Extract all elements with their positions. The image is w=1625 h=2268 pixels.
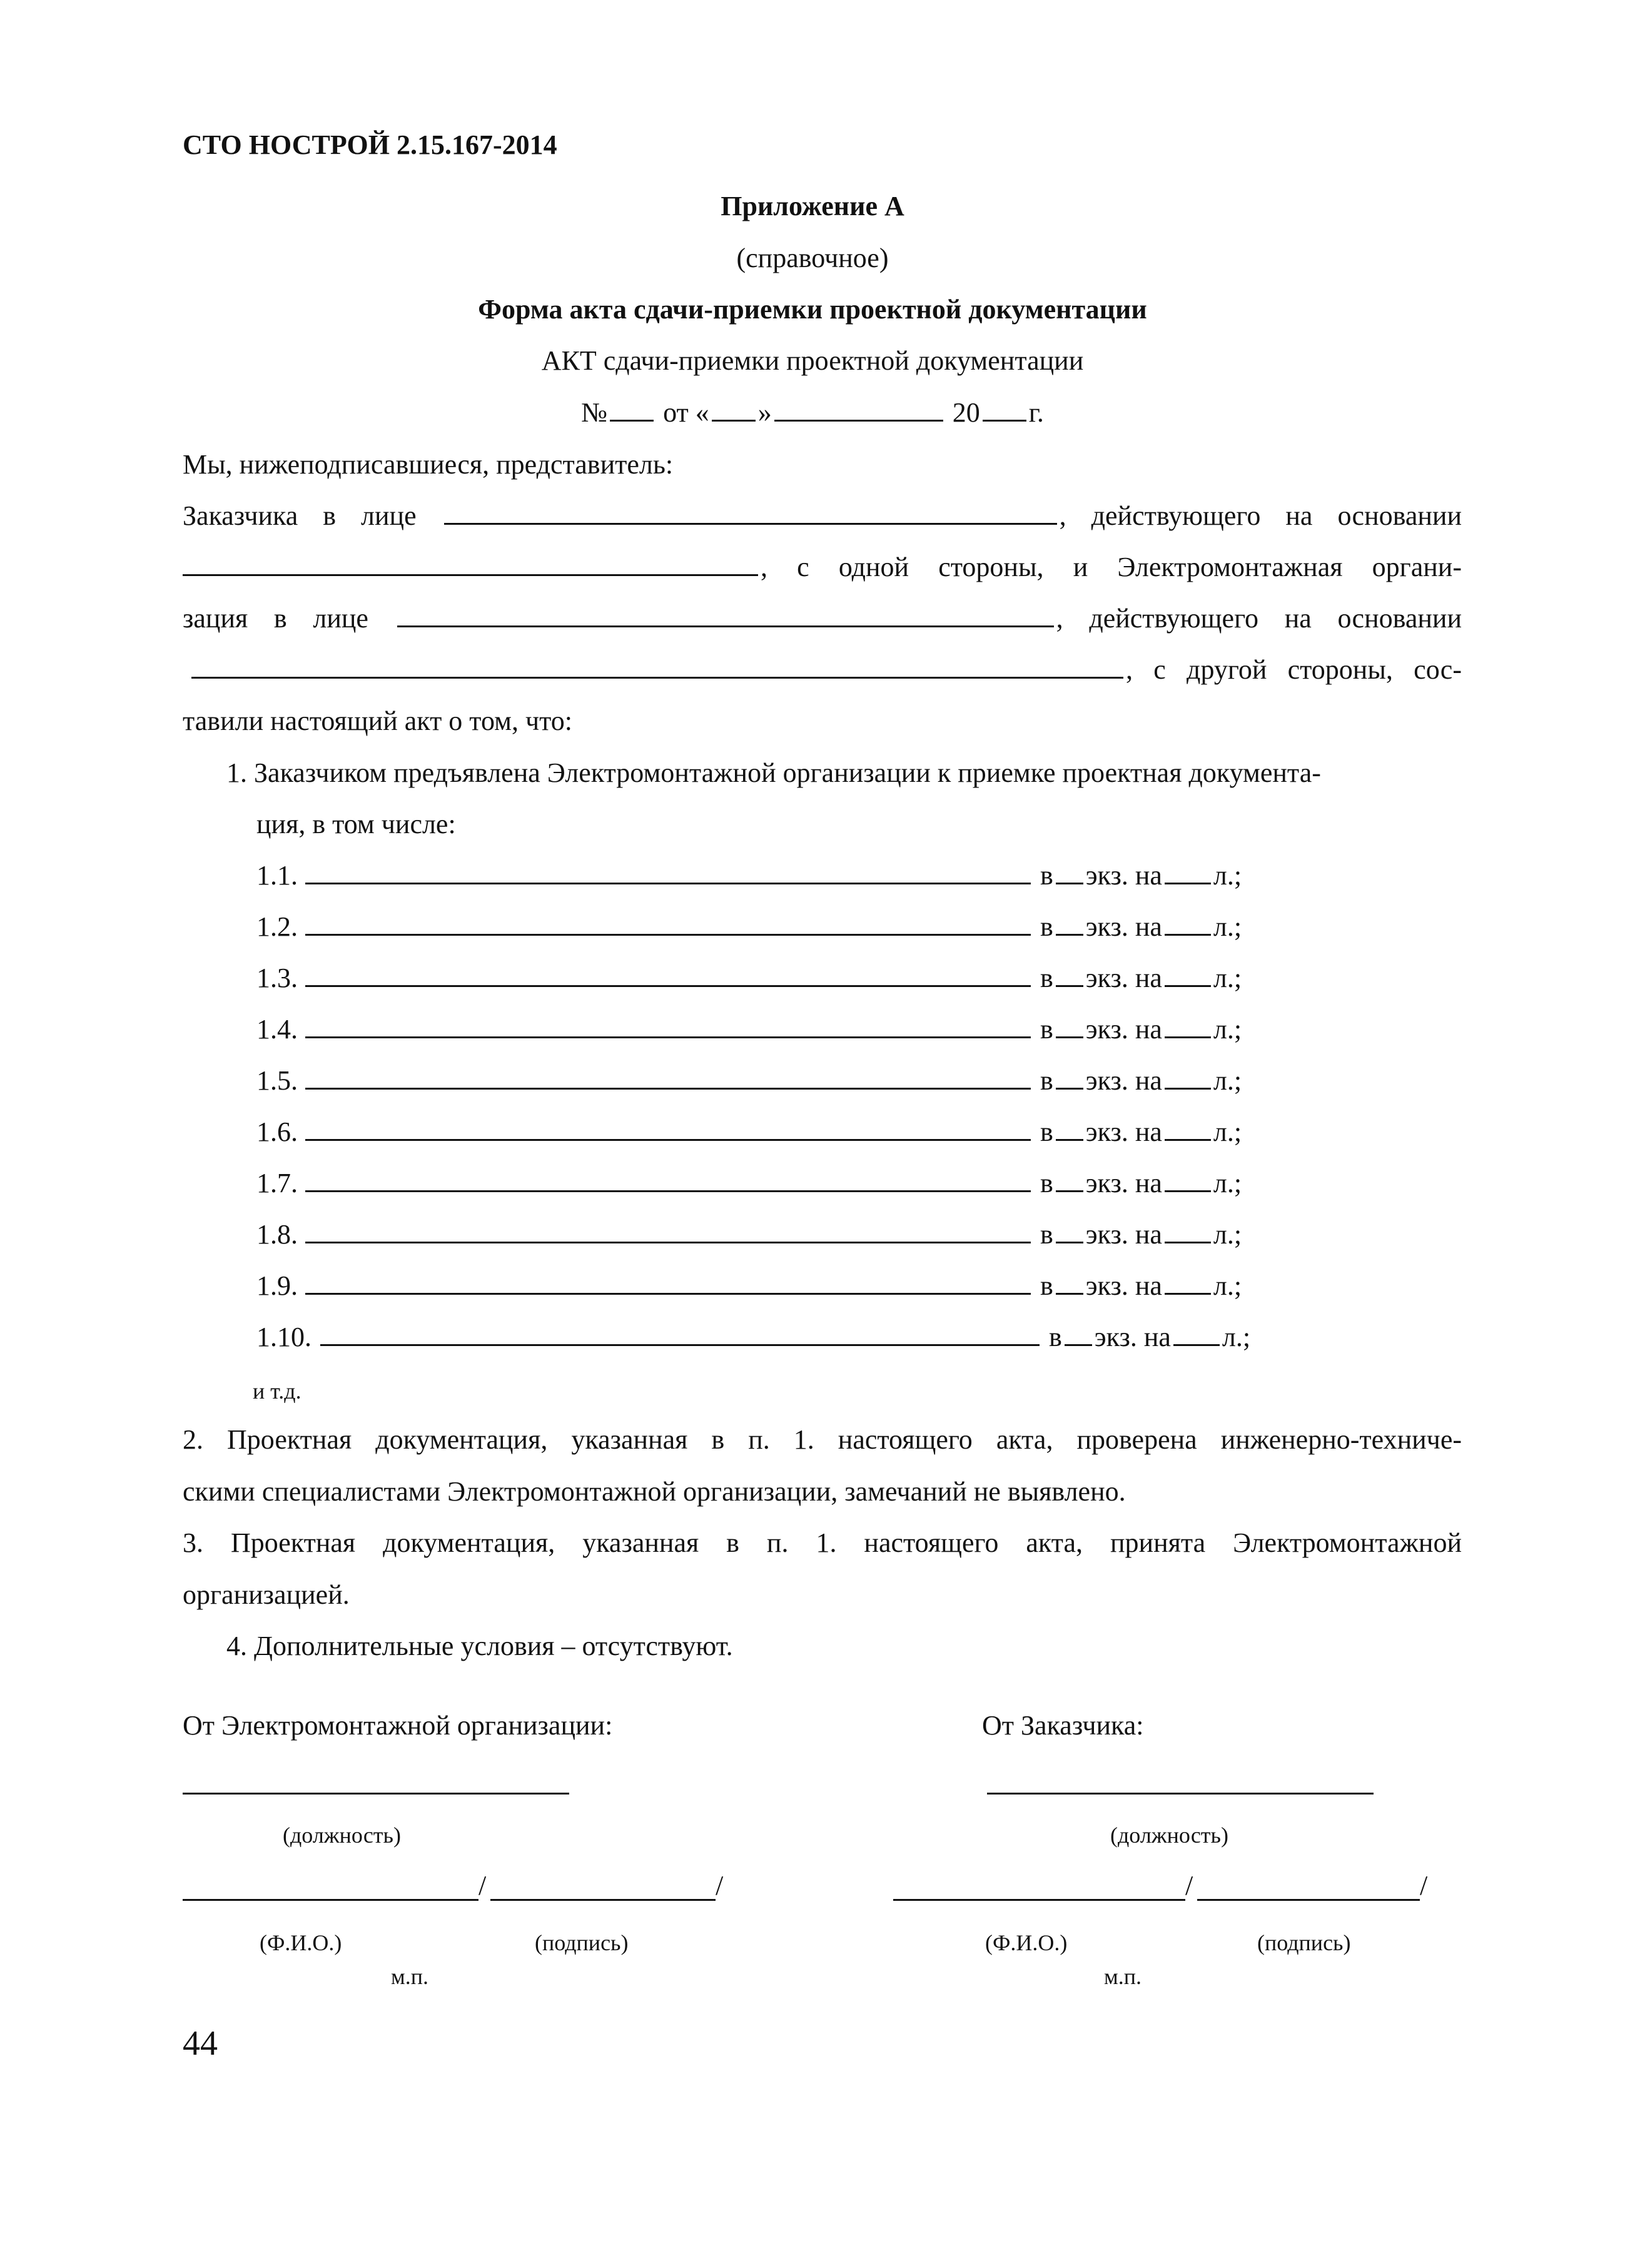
- right-fio-label: (Ф.И.О.): [985, 1930, 1068, 1955]
- subitem-title-blank[interactable]: [305, 1011, 1031, 1038]
- subitem-l: л.;: [1213, 963, 1242, 993]
- subitem-l: л.;: [1213, 1270, 1242, 1301]
- subitem-title-blank[interactable]: [305, 1114, 1031, 1141]
- left-fio-blank[interactable]: [183, 1899, 478, 1901]
- right-signature-blank[interactable]: [1197, 1899, 1420, 1901]
- left-seal-label: м.п.: [391, 1964, 429, 1989]
- subitem-row: [256, 1011, 1242, 1048]
- right-fio-blank[interactable]: [893, 1899, 1185, 1901]
- item2-line2: скими специалистами Электромонтажной организации, замечаний не выявлено.: [183, 1476, 1126, 1507]
- subitem-row: [256, 1165, 1242, 1202]
- page-number: 44: [183, 2024, 218, 2063]
- subitem-number: 1.8.: [256, 1219, 298, 1250]
- subitem-row: [256, 1267, 1242, 1305]
- sheets-blank[interactable]: [1165, 1114, 1211, 1141]
- sheets-blank[interactable]: [1165, 960, 1211, 987]
- left-slash-1: /: [478, 1870, 487, 1901]
- item3-line2: организацией.: [183, 1579, 350, 1610]
- subitem-title-blank[interactable]: [305, 1063, 1031, 1090]
- year-suffix: г.: [1028, 397, 1044, 428]
- subitem-ekz: экз. на: [1085, 1014, 1162, 1045]
- copies-blank[interactable]: [1056, 858, 1083, 884]
- subitem-v: в: [1040, 1014, 1053, 1045]
- right-sign-title: От Заказчика:: [982, 1710, 1144, 1741]
- item1-line2: ция, в том числе:: [256, 809, 456, 839]
- right-signature-label: (подпись): [1257, 1930, 1351, 1955]
- subitem-ekz: экз. на: [1085, 1168, 1162, 1198]
- subitem-title-blank[interactable]: [305, 960, 1031, 987]
- subitem-v: в: [1040, 1168, 1053, 1198]
- intro-last-line: тавили настоящий акт о том, что:: [183, 706, 572, 736]
- org-line: [183, 600, 1462, 637]
- copies-blank[interactable]: [1056, 1011, 1083, 1038]
- number-sign: №: [581, 397, 608, 428]
- customer-prefix: Заказчика в лице: [183, 500, 417, 531]
- left-position-blank[interactable]: [183, 1793, 569, 1795]
- subitem-row: [256, 908, 1242, 946]
- subitem-ekz: экз. на: [1094, 1322, 1171, 1352]
- subitem-title-blank[interactable]: [305, 909, 1031, 936]
- side2-line: [183, 651, 1462, 689]
- item3-line1: 3. Проектная документация, указанная в п. 1. настоящего акта, принята Электромонтажной: [183, 1527, 1462, 1558]
- form-title: Форма акта сдачи-приемки проектной документации: [478, 294, 1147, 325]
- sheets-blank[interactable]: [1173, 1319, 1220, 1346]
- left-position-label: (должность): [283, 1823, 401, 1848]
- left-sign-title: От Электромонтажной организации:: [183, 1710, 613, 1741]
- subitem-l: л.;: [1213, 1168, 1242, 1198]
- sheets-blank[interactable]: [1165, 1011, 1211, 1038]
- subitem-ekz: экз. на: [1085, 1270, 1162, 1301]
- subitem-v: в: [1040, 963, 1053, 993]
- sheets-blank[interactable]: [1165, 1268, 1211, 1295]
- subitem-row: [256, 1113, 1242, 1151]
- subitem-l: л.;: [1213, 1116, 1242, 1147]
- subitem-v: в: [1040, 860, 1053, 891]
- subitem-number: 1.6.: [256, 1116, 298, 1147]
- month-blank[interactable]: [774, 395, 943, 422]
- subitem-ekz: экз. на: [1085, 1116, 1162, 1147]
- side1-line: [183, 549, 1462, 586]
- org-basis-blank[interactable]: [191, 652, 1123, 679]
- subitem-l: л.;: [1213, 1014, 1242, 1045]
- right-slash-1: /: [1185, 1870, 1193, 1901]
- day-blank[interactable]: [712, 395, 756, 422]
- subitem-title-blank[interactable]: [305, 1217, 1031, 1243]
- intro-line: Мы, нижеподписавшиеся, представитель:: [183, 449, 674, 480]
- org-rep-blank[interactable]: [397, 600, 1054, 627]
- item4-line: 4. Дополнительные условия – отсутствуют.: [226, 1631, 733, 1661]
- subitem-number: 1.7.: [256, 1168, 298, 1198]
- subitem-number: 1.5.: [256, 1065, 298, 1096]
- right-slash-end: /: [1420, 1870, 1428, 1901]
- copies-blank[interactable]: [1056, 1114, 1083, 1141]
- etc-text: и т.д.: [253, 1379, 301, 1404]
- item1-line1: 1. Заказчиком предъявлена Электромонтажной организации к приемке проектная документа-: [226, 757, 1321, 788]
- subitem-v: в: [1040, 911, 1053, 942]
- appendix-title: Приложение А: [721, 191, 904, 221]
- subitem-number: 1.4.: [256, 1014, 298, 1045]
- copies-blank[interactable]: [1056, 1268, 1083, 1295]
- org-prefix: зация в лице: [183, 603, 368, 634]
- side2-text: , с другой стороны, сос-: [1126, 654, 1462, 685]
- subitem-v: в: [1040, 1270, 1053, 1301]
- customer-line: [183, 497, 1462, 535]
- year-blank[interactable]: [983, 395, 1026, 422]
- item2-line1: 2. Проектная документация, указанная в п. 1. настоящего акта, проверена инженерно-техниче-: [183, 1424, 1462, 1455]
- subitem-row: [256, 1319, 1250, 1356]
- subitem-row: [256, 857, 1242, 894]
- copies-blank[interactable]: [1056, 960, 1083, 987]
- sheets-blank[interactable]: [1165, 1063, 1211, 1090]
- right-seal-label: м.п.: [1104, 1964, 1142, 1989]
- subitem-v: в: [1040, 1116, 1053, 1147]
- side1-text: , с одной стороны, и Электромонтажная органи-: [761, 552, 1462, 582]
- subitem-v: в: [1049, 1322, 1062, 1352]
- sheets-blank[interactable]: [1165, 858, 1211, 884]
- subitem-l: л.;: [1213, 1219, 1242, 1250]
- subitem-ekz: экз. на: [1085, 963, 1162, 993]
- subitem-row: [256, 1062, 1242, 1100]
- number-blank[interactable]: [610, 395, 654, 422]
- subitem-l: л.;: [1213, 860, 1242, 891]
- subitem-number: 1.3.: [256, 963, 298, 993]
- subitem-l: л.;: [1213, 1065, 1242, 1096]
- from-label: от «: [663, 397, 709, 428]
- subitem-l: л.;: [1213, 911, 1242, 942]
- subitem-title-blank[interactable]: [305, 1268, 1031, 1295]
- sheets-blank[interactable]: [1165, 909, 1211, 936]
- subitem-row: [256, 1216, 1242, 1253]
- quote-close: »: [757, 397, 772, 428]
- subitem-number: 1.2.: [256, 911, 298, 942]
- subitem-title-blank[interactable]: [320, 1319, 1040, 1346]
- copies-blank[interactable]: [1056, 1063, 1083, 1090]
- sheets-blank[interactable]: [1165, 1217, 1211, 1243]
- left-signature-label: (подпись): [535, 1930, 629, 1955]
- subitem-number: 1.1.: [256, 860, 298, 891]
- right-position-label: (должность): [1110, 1823, 1228, 1848]
- year-prefix: 20: [952, 397, 980, 428]
- left-fio-label: (Ф.И.О.): [260, 1930, 342, 1955]
- org-suffix: , действующего на основании: [1056, 603, 1462, 634]
- subitem-number: 1.10.: [256, 1322, 311, 1352]
- left-signature-blank[interactable]: [490, 1899, 716, 1901]
- subitem-v: в: [1040, 1065, 1053, 1096]
- sheets-blank[interactable]: [1165, 1165, 1211, 1192]
- customer-rep-blank[interactable]: [444, 498, 1057, 525]
- subitem-v: в: [1040, 1219, 1053, 1250]
- copies-blank[interactable]: [1056, 909, 1083, 936]
- subitem-title-blank[interactable]: [305, 858, 1031, 884]
- customer-suffix: , действующего на основании: [1059, 500, 1462, 531]
- subitem-number: 1.9.: [256, 1270, 298, 1301]
- appendix-status: (справочное): [736, 243, 889, 273]
- subitem-row: [256, 959, 1242, 997]
- subitem-ekz: экз. на: [1085, 1065, 1162, 1096]
- customer-basis-blank[interactable]: [183, 549, 758, 576]
- right-position-blank[interactable]: [987, 1793, 1374, 1795]
- subitem-title-blank[interactable]: [305, 1165, 1031, 1192]
- copies-blank[interactable]: [1065, 1319, 1092, 1346]
- subitem-ekz: экз. на: [1085, 911, 1162, 942]
- standard-header: СТО НОСТРОЙ 2.15.167-2014: [183, 129, 557, 160]
- subitem-l: л.;: [1222, 1322, 1251, 1352]
- left-slash-end: /: [716, 1870, 724, 1901]
- subitem-ekz: экз. на: [1085, 860, 1162, 891]
- act-title: АКТ сдачи-приемки проектной документации: [541, 345, 1084, 376]
- act-number-date: [0, 394, 1625, 432]
- subitem-ekz: экз. на: [1085, 1219, 1162, 1250]
- copies-blank[interactable]: [1056, 1165, 1083, 1192]
- copies-blank[interactable]: [1056, 1217, 1083, 1243]
